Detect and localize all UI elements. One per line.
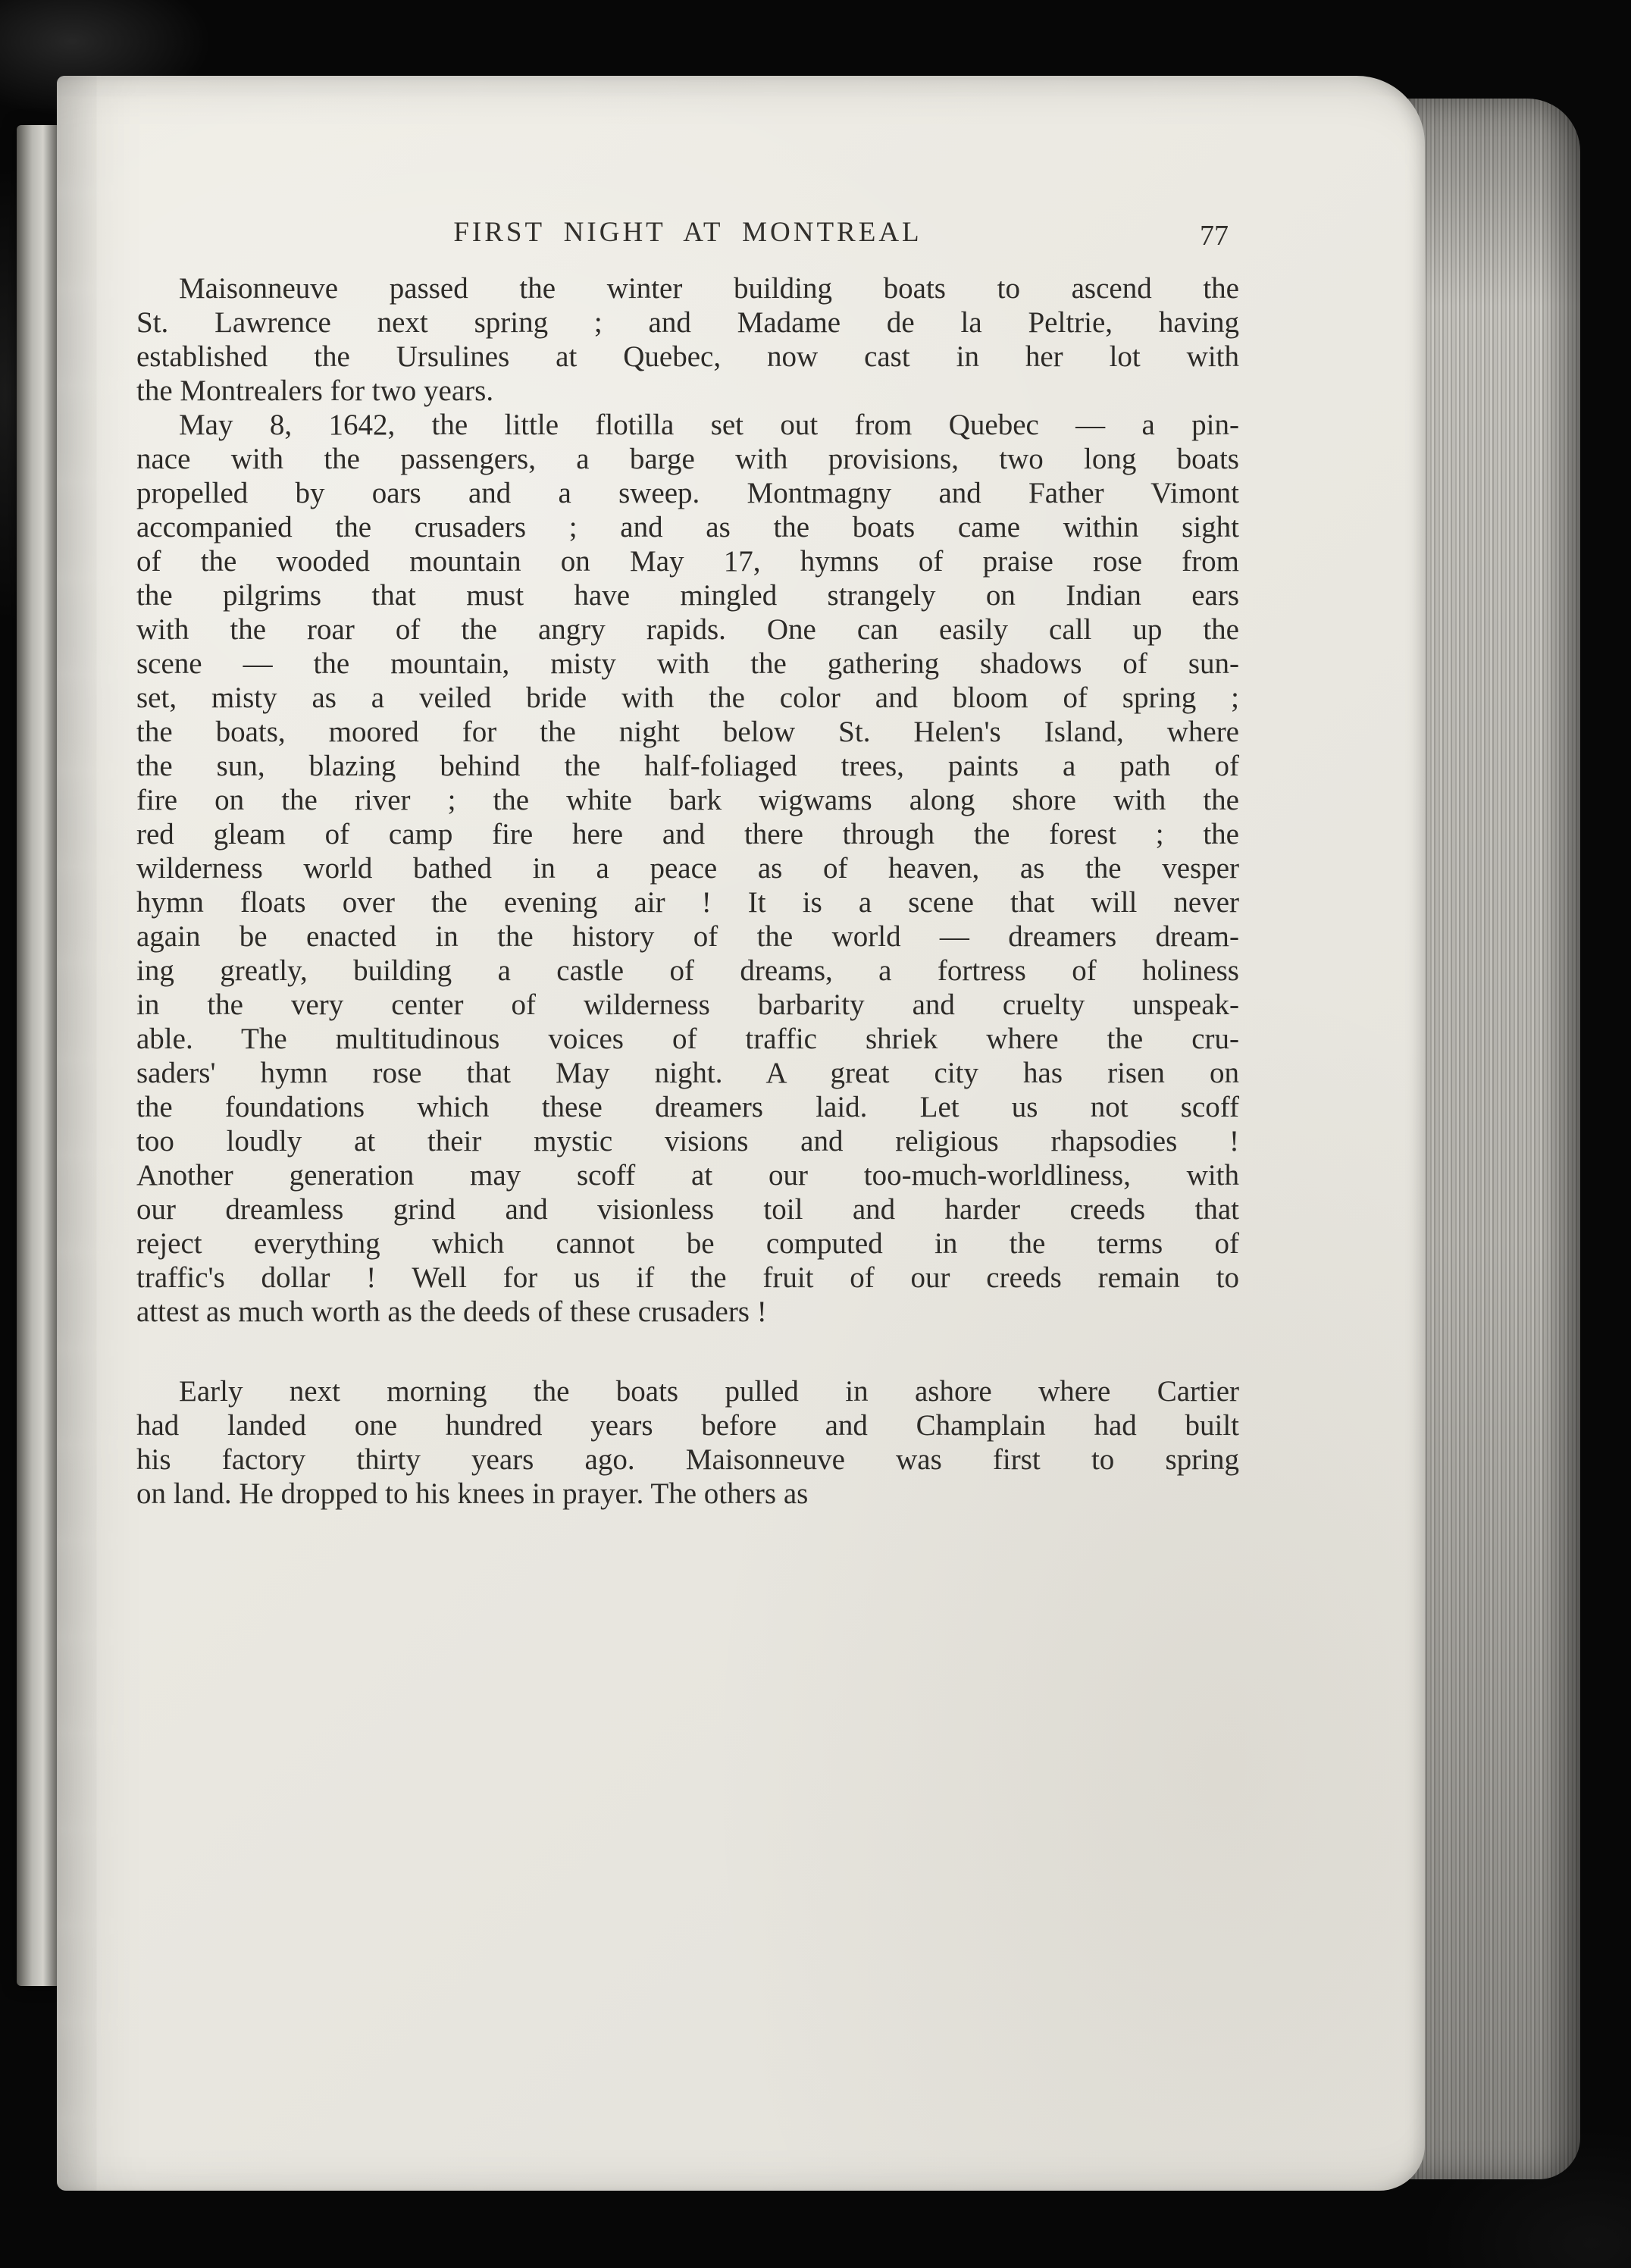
text-line: the foundations which these dreamers laid. Let us not scoff bbox=[136, 1091, 1239, 1123]
text-line: able. The multitudinous voices of traffic shriek where the cru- bbox=[136, 1023, 1239, 1055]
text-line: in the very center of wilderness barbarity and cruelty unspeak- bbox=[136, 988, 1239, 1021]
text-line: Another generation may scoff at our too-much-worldliness, with bbox=[136, 1159, 1239, 1192]
text-line: again be enacted in the history of the world — dreamers dream- bbox=[136, 920, 1239, 953]
paragraph bbox=[136, 408, 1239, 1329]
page-stack-fore-edge bbox=[1398, 99, 1580, 2179]
paragraph bbox=[136, 271, 1239, 408]
text-line: his factory thirty years ago. Maisonneuve was first to spring bbox=[136, 1443, 1239, 1476]
paragraph bbox=[136, 1374, 1239, 1511]
text-line: hymn floats over the evening air ! It is a scene that will never bbox=[136, 886, 1239, 919]
text-line: established the Ursulines at Quebec, now cast in her lot with bbox=[136, 340, 1239, 373]
text-line: fire on the river ; the white bark wigwams along shore with the bbox=[136, 784, 1239, 816]
page-number: 77 bbox=[1200, 220, 1229, 252]
text-line: saders' hymn rose that May night. A great city has risen on bbox=[136, 1057, 1239, 1089]
running-header: FIRST NIGHT AT MONTREAL bbox=[453, 217, 922, 248]
text-line: scene — the mountain, misty with the gathering shadows of sun- bbox=[136, 647, 1239, 680]
text-line: the sun, blazing behind the half-foliaged trees, paints a path of bbox=[136, 750, 1239, 782]
text-line: the Montrealers for two years. bbox=[136, 374, 494, 407]
text-line: propelled by oars and a sweep. Montmagny and Father Vimont bbox=[136, 477, 1239, 509]
text-line: had landed one hundred years before and Champlain had built bbox=[136, 1409, 1239, 1442]
text-line: ing greatly, building a castle of dreams, a fortress of holiness bbox=[136, 954, 1239, 987]
text-line: May 8, 1642, the little flotilla set out from Quebec — a pin- bbox=[179, 409, 1239, 441]
text-line: the pilgrims that must have mingled strangely on Indian ears bbox=[136, 579, 1239, 612]
text-line: red gleam of camp fire here and there through the forest ; the bbox=[136, 818, 1239, 850]
adjacent-page-edge bbox=[17, 125, 61, 1986]
text-line: Maisonneuve passed the winter building boats to ascend the bbox=[179, 272, 1239, 305]
text-line: too loudly at their mystic visions and religious rhapsodies ! bbox=[136, 1125, 1239, 1157]
text-line: Early next morning the boats pulled in ashore where Cartier bbox=[179, 1375, 1239, 1408]
text-line: wilderness world bathed in a peace as of heaven, as the vesper bbox=[136, 852, 1239, 885]
text-line: on land. He dropped to his knees in prayer. The others as bbox=[136, 1477, 809, 1510]
text-line: attest as much worth as the deeds of these crusaders ! bbox=[136, 1295, 767, 1328]
text-line: set, misty as a veiled bride with the color and bloom of spring ; bbox=[136, 681, 1239, 714]
text-line: our dreamless grind and visionless toil and harder creeds that bbox=[136, 1193, 1239, 1226]
text-line: nace with the passengers, a barge with provisions, two long boats bbox=[136, 443, 1239, 475]
text-line: the boats, moored for the night below St. Helen's Island, where bbox=[136, 716, 1239, 748]
text-line: with the roar of the angry rapids. One can easily call up the bbox=[136, 613, 1239, 646]
text-line: traffic's dollar ! Well for us if the fruit of our creeds remain to bbox=[136, 1261, 1239, 1294]
page-text bbox=[136, 271, 1239, 1511]
text-line: St. Lawrence next spring ; and Madame de la Peltrie, having bbox=[136, 306, 1239, 339]
running-header-row bbox=[136, 216, 1239, 254]
text-line: reject everything which cannot be computed in the terms of bbox=[136, 1227, 1239, 1260]
book-page bbox=[57, 76, 1425, 2191]
text-line: accompanied the crusaders ; and as the boats came within sight bbox=[136, 511, 1239, 544]
text-line: of the wooded mountain on May 17, hymns of praise rose from bbox=[136, 545, 1239, 578]
